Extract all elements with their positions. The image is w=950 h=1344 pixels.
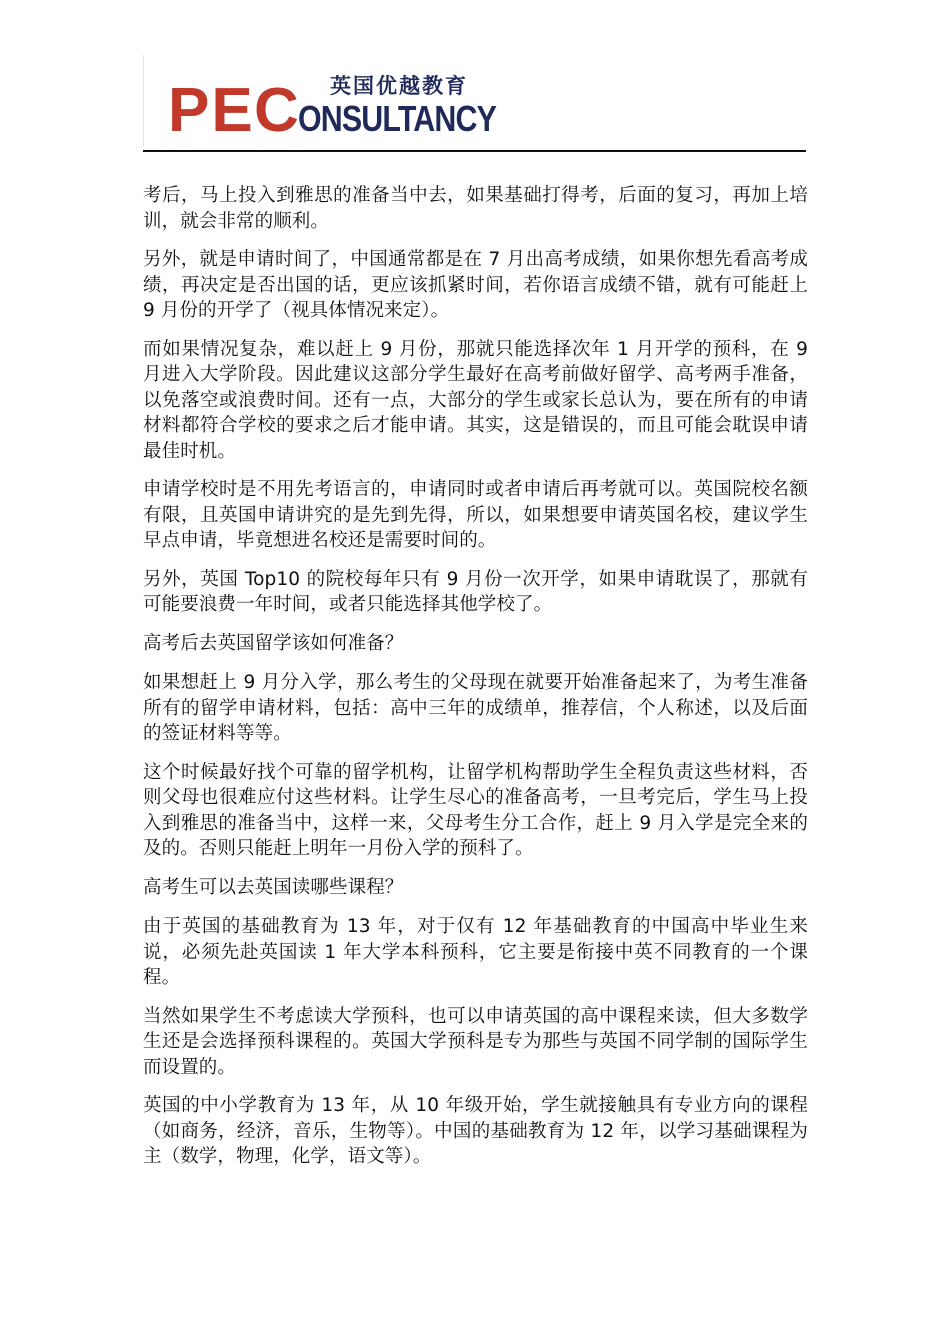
pe-consultancy-logo (168, 69, 498, 145)
page-header (143, 55, 806, 152)
company-logo (143, 55, 496, 147)
section-question: 高考后去英国留学该如何准备？ (143, 632, 404, 654)
article-body (143, 183, 808, 1183)
paragraph: 考后，马上投入到雅思的准备当中去，如果基础打得考，后面的复习，再加上培训，就会非常的顺利。 (143, 185, 808, 232)
paragraph: 另外，就是申请时间了，中国通常都是在 7 月出高考成绩，如果你想先看高考成绩，再决定是否出国的话，更应该抓紧时间，若你语言成绩不错，就有可能赶上 9 月份的开学了（视具体情况来定）。 (143, 249, 808, 321)
paragraph: 英国的中小学教育为 13 年，从 10 年级开始，学生就接触具有专业方向的课程（如商务，经济，音乐，生物等）。中国的基础教育为 12 年，以学习基础课程为主（数学，物理，化学，语文等）。 (143, 1095, 808, 1167)
logo-chinese-name: 英国优越教育 (330, 74, 468, 98)
paragraph: 另外，英国 Top10 的院校每年只有 9 月份一次开学，如果申请耽误了，那就有可能要浪费一年时间，或者只能选择其他学校了。 (143, 568, 808, 615)
paragraph: 由于英国的基础教育为 13 年，对于仅有 12 年基础教育的中国高中毕业生来说，必须先赴英国读 1 年大学本科预科，它主要是衔接中英不同教育的一个课程。 (143, 916, 808, 988)
paragraph: 而如果情况复杂，难以赶上 9 月份，那就只能选择次年 1 月开学的预科，在 9 月进入大学阶段。因此建议这部分学生最好在高考前做好留学、高考两手准备，以免落空或浪费时间。还有一点，大部分的学生或家长总认为，要在所有的申请材料都符合学校的要求之后才能申请。其实，这是错误的，而且可能会耽误申请最佳时机。 (143, 338, 808, 462)
section-question: 高考生可以去英国读哪些课程？ (143, 876, 404, 898)
paragraph: 这个时候最好找个可靠的留学机构，让留学机构帮助学生全程负责这些材料，否则父母也很难应付这些材料。让学生尽心的准备高考，一旦考完后，学生马上投入到雅思的准备当中，这样一来，父母考生分工合作，赶上 9 月入学是完全来的及的。否则只能赶上明年一月份入学的预科了。 (143, 761, 808, 859)
logo-pe-letters: PE (168, 76, 255, 145)
logo-c-letter: C (254, 76, 299, 145)
paragraph: 如果想赶上 9 月分入学，那么考生的父母现在就要开始准备起来了，为考生准备所有的留学申请材料，包括：高中三年的成绩单，推荐信，个人称述，以及后面的签证材料等等。 (143, 672, 808, 744)
header-divider (143, 150, 806, 152)
paragraph: 申请学校时是不用先考语言的，申请同时或者申请后再考就可以。英国院校名额有限，且英国申请讲究的是先到先得，所以，如果想要申请英国名校，建议学生早点申请，毕竟想进名校还是需要时间的。 (143, 479, 808, 551)
paragraph: 当然如果学生不考虑读大学预科，也可以申请英国的高中课程来读，但大多数学生还是会选择预科课程的。英国大学预科是专为那些与英国不同学制的国际学生而设置的。 (143, 1005, 808, 1078)
logo-onsultancy-letters: ONSULTANCY (298, 98, 497, 139)
